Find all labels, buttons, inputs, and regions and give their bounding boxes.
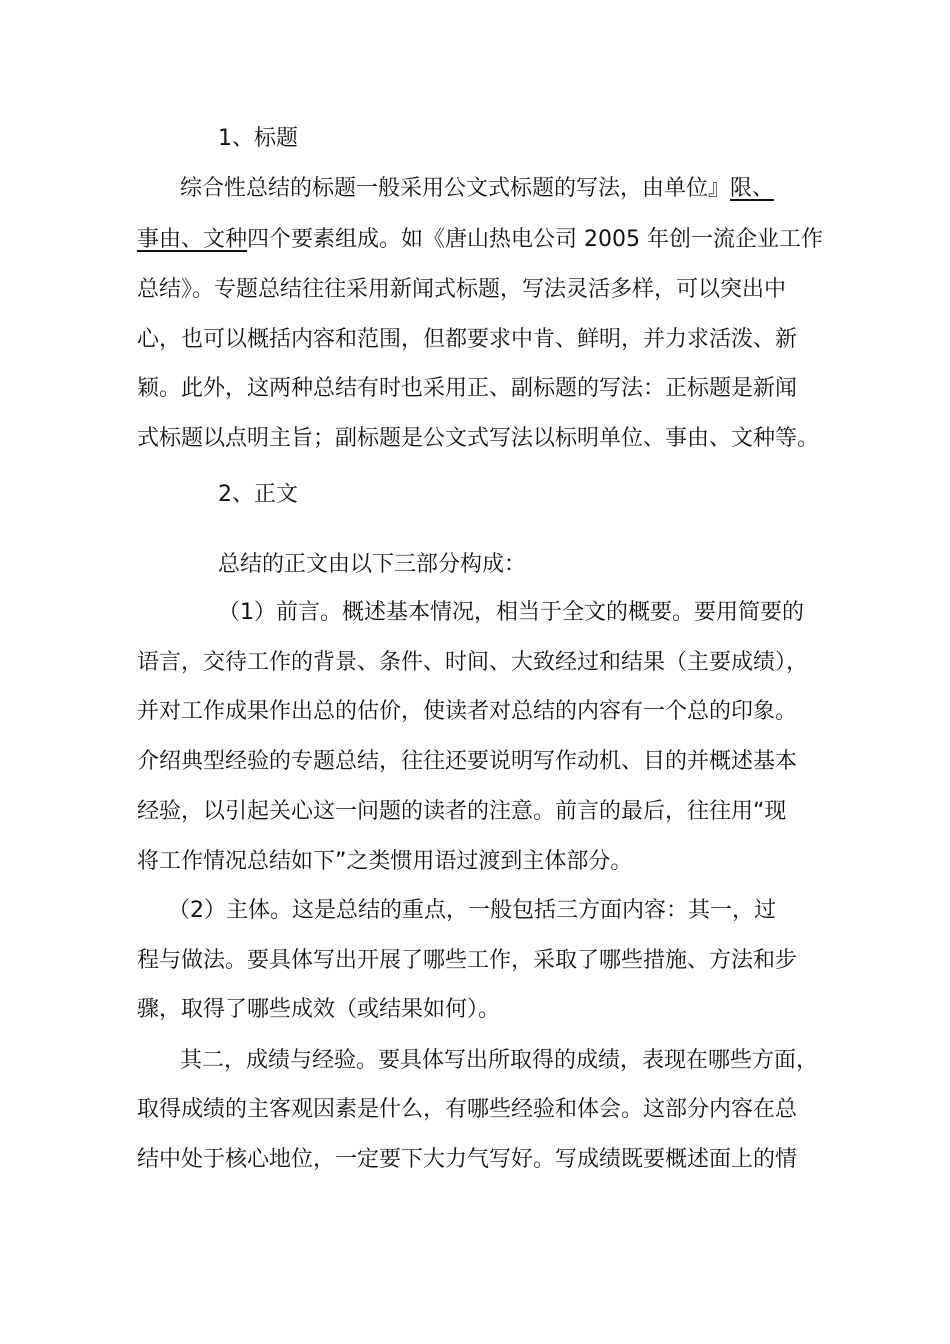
section-heading-title: 1、标题 (218, 126, 298, 151)
paragraph-line: 程与做法。要具体写出开展了哪些工作，采取了哪些措施、方法和步 (137, 948, 798, 973)
paragraph-line: 总结》。专题总结往往采用新闻式标题，写法灵活多样，可以突出中 (137, 277, 787, 302)
underlined-text: 事由、文种 (137, 227, 248, 252)
underlined-text: 限、 (730, 176, 775, 201)
paragraph-line: 介绍典型经验的专题总结，往往还要说明写作动机、目的并概述基本 (137, 749, 798, 774)
paragraph-line (180, 174, 774, 204)
paragraph-line: （1）前言。概述基本情况，相当于全文的概要。要用简要的 (218, 600, 804, 625)
paragraph-line: 骤，取得了哪些成效（或结果如何）。 (137, 997, 501, 1022)
paragraph-line: 颖。此外，这两种总结有时也采用正、副标题的写法：正标题是新闻 (137, 376, 798, 401)
section-heading-body: 2、正文 (218, 482, 298, 507)
paragraph-line: 心，也可以概括内容和范围，但都要求中肯、鲜明，并力求活泼、新 (137, 327, 798, 352)
paragraph-line: 经验，以引起关心这一问题的读者的注意。前言的最后，往往用“现 (137, 799, 787, 824)
paragraph-line: 语言，交待工作的背景、条件、时间、大致经过和结果（主要成绩）， (137, 650, 809, 675)
paragraph-line: （2）主体。这是总结的重点，一般包括三方面内容：其一，过 (168, 898, 776, 923)
paragraph-line: 并对工作成果作出总的估价，使读者对总结的内容有一个总的印象。 (137, 699, 798, 724)
paragraph-line: 式标题以点明主旨；副标题是公文式写法以标明单位、事由、文种等。 (137, 426, 820, 451)
paragraph-line: 其二，成绩与经验。要具体写出所取得的成绩，表现在哪些方面， (180, 1048, 819, 1073)
text-run: 四个要素组成。如《唐山热电公司 2005 年创一流企业工作 (247, 227, 823, 252)
text-run: 综合性总结的标题一般采用公文式标题的写法，由单位』 (180, 176, 731, 201)
paragraph-line (137, 225, 823, 255)
paragraph-line: 结中处于核心地位，一定要下大力气写好。写成绩既要概述面上的情 (137, 1147, 798, 1172)
paragraph-line: 将工作情况总结如下”之类惯用语过渡到主体部分。 (137, 849, 633, 874)
paragraph-line: 总结的正文由以下三部分构成： (218, 552, 527, 577)
paragraph-line: 取得成绩的主客观因素是什么，有哪些经验和体会。这部分内容在总 (137, 1097, 798, 1122)
